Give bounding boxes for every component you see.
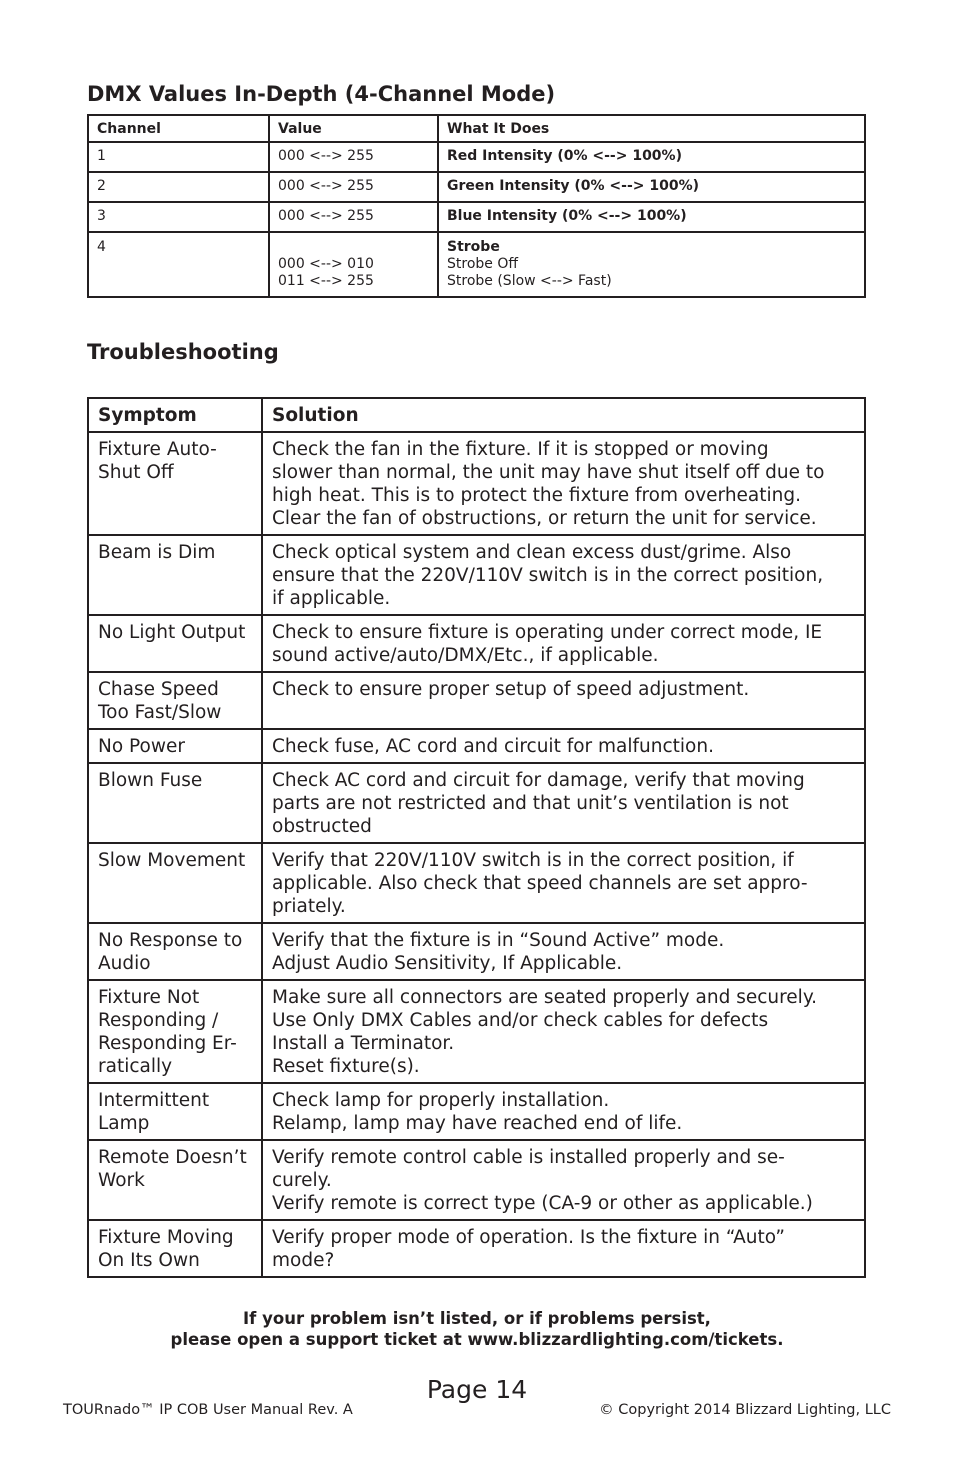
symptom-text: No Power bbox=[98, 736, 185, 757]
table-row bbox=[88, 980, 865, 1083]
table-row bbox=[88, 923, 865, 980]
table-row bbox=[88, 1083, 865, 1140]
solution-text: Make sure all connectors are seated properly and securely. bbox=[272, 987, 818, 1008]
table-row bbox=[88, 432, 865, 535]
solution-text: Verify that 220V/110V switch is in the correct position, if bbox=[272, 850, 794, 871]
solution-text: slower than normal, the unit may have shut itself off due to bbox=[272, 462, 825, 483]
symptom-text: Fixture Auto- bbox=[98, 439, 217, 460]
dmx-channel-cell: 2 bbox=[88, 172, 269, 202]
symptom-text: Responding / bbox=[98, 1010, 219, 1031]
solution-text: Use Only DMX Cables and/or check cables for defects bbox=[272, 1010, 769, 1031]
solution-text: if applicable. bbox=[272, 588, 391, 609]
solution-text: Verify remote control cable is installed properly and se- bbox=[272, 1147, 785, 1168]
solution-text: high heat. This is to protect the fixture from overheating. bbox=[272, 485, 802, 506]
symptom-cell bbox=[88, 615, 262, 672]
strobe-desc-range: Strobe (Slow <--> Fast) bbox=[447, 273, 612, 289]
solution-cell bbox=[262, 432, 865, 535]
symptom-cell bbox=[88, 729, 262, 763]
symptom-cell bbox=[88, 432, 262, 535]
symptom-text: Intermittent bbox=[98, 1090, 210, 1111]
solution-text: sound active/auto/DMX/Etc., if applicable. bbox=[272, 645, 659, 666]
solution-cell bbox=[262, 615, 865, 672]
solution-cell bbox=[262, 729, 865, 763]
symptom-text: Lamp bbox=[98, 1113, 150, 1134]
solution-cell bbox=[262, 1083, 865, 1140]
dmx-header-value: Value bbox=[269, 115, 438, 142]
symptom-text: Slow Movement bbox=[98, 850, 246, 871]
symptom-cell bbox=[88, 763, 262, 843]
dmx-header-channel: Channel bbox=[88, 115, 269, 142]
solution-text: curely. bbox=[272, 1170, 332, 1191]
solution-text: parts are not restricted and that unit’s ventilation is not bbox=[272, 793, 789, 814]
dmx-description-cell: Red Intensity (0% <--> 100%) bbox=[438, 142, 865, 172]
solution-cell bbox=[262, 535, 865, 615]
table-row bbox=[88, 1220, 865, 1277]
dmx-channel-cell: 1 bbox=[88, 142, 269, 172]
symptom-text: Blown Fuse bbox=[98, 770, 203, 791]
table-row bbox=[88, 615, 865, 672]
symptom-text: Responding Er- bbox=[98, 1033, 237, 1054]
solution-text: Check AC cord and circuit for damage, verify that moving bbox=[272, 770, 805, 791]
table-row bbox=[88, 535, 865, 615]
support-notice bbox=[0, 1308, 954, 1350]
symptom-cell bbox=[88, 923, 262, 980]
symptom-text: No Response to bbox=[98, 930, 243, 951]
dmx-description-cell: Blue Intensity (0% <--> 100%) bbox=[438, 202, 865, 232]
dmx-channel-cell: 4 bbox=[88, 232, 269, 297]
solution-text: Reset fixture(s). bbox=[272, 1056, 420, 1077]
troubleshooting-body bbox=[88, 432, 865, 1277]
dmx-value-cell bbox=[269, 232, 438, 297]
solution-text: mode? bbox=[272, 1250, 335, 1271]
solution-text: Verify that the fixture is in “Sound Active” mode. bbox=[272, 930, 725, 951]
solution-text: Adjust Audio Sensitivity, If Applicable. bbox=[272, 953, 623, 974]
strobe-value-range: 011 <--> 255 bbox=[278, 273, 374, 289]
solution-text: Check the fan in the fixture. If it is stopped or moving bbox=[272, 439, 769, 460]
solution-text: applicable. Also check that speed channels are set appro- bbox=[272, 873, 808, 894]
symptom-cell bbox=[88, 1220, 262, 1277]
solution-text: Check to ensure proper setup of speed adjustment. bbox=[272, 679, 750, 700]
support-line-1: If your problem isn’t listed, or if problems persist, bbox=[243, 1309, 711, 1328]
solution-cell bbox=[262, 763, 865, 843]
troubleshooting-section-title: Troubleshooting bbox=[87, 340, 279, 364]
solution-text: ensure that the 220V/110V switch is in the correct position, bbox=[272, 565, 824, 586]
footer-copyright: © Copyright 2014 Blizzard Lighting, LLC bbox=[599, 1402, 891, 1418]
solution-text: Check to ensure fixture is operating under correct mode, IE bbox=[272, 622, 823, 643]
solution-text: Install a Terminator. bbox=[272, 1033, 455, 1054]
solution-text: priately. bbox=[272, 896, 346, 917]
solution-text: Verify remote is correct type (CA-9 or other as applicable.) bbox=[272, 1193, 813, 1214]
symptom-cell bbox=[88, 843, 262, 923]
strobe-desc-off: Strobe Off bbox=[447, 256, 519, 272]
symptom-text: Audio bbox=[98, 953, 151, 974]
footer-manual-title: TOURnado™ IP COB User Manual Rev. A bbox=[63, 1402, 353, 1418]
strobe-value-off: 000 <--> 010 bbox=[278, 256, 374, 272]
table-row bbox=[88, 1140, 865, 1220]
dmx-header-what-it-does: What It Does bbox=[438, 115, 865, 142]
symptom-text: Too Fast/Slow bbox=[98, 702, 222, 723]
dmx-value-cell: 000 <--> 255 bbox=[269, 142, 438, 172]
solution-text: Check optical system and clean excess dust/grime. Also bbox=[272, 542, 792, 563]
solution-text: Verify proper mode of operation. Is the fixture in “Auto” bbox=[272, 1227, 785, 1248]
dmx-description-cell bbox=[438, 232, 865, 297]
troubleshooting-header-row bbox=[88, 398, 865, 432]
dmx-values-table bbox=[87, 114, 866, 298]
solution-text: obstructed bbox=[272, 816, 372, 837]
strobe-heading: Strobe bbox=[447, 239, 500, 255]
solution-cell bbox=[262, 672, 865, 729]
table-row bbox=[88, 172, 865, 202]
page-number: Page 14 bbox=[426, 1375, 528, 1404]
dmx-section-title: DMX Values In-Depth (4-Channel Mode) bbox=[87, 82, 556, 106]
solution-cell bbox=[262, 843, 865, 923]
symptom-text: Fixture Moving bbox=[98, 1227, 234, 1248]
table-row bbox=[88, 142, 865, 172]
symptom-text: ratically bbox=[98, 1056, 173, 1077]
symptom-text: Shut Off bbox=[98, 462, 174, 483]
solution-text: Relamp, lamp may have reached end of life. bbox=[272, 1113, 683, 1134]
dmx-header-row bbox=[88, 115, 865, 142]
symptom-text: On Its Own bbox=[98, 1250, 200, 1271]
solution-text: Check lamp for properly installation. bbox=[272, 1090, 610, 1111]
header-symptom: Symptom bbox=[88, 398, 262, 432]
symptom-cell bbox=[88, 980, 262, 1083]
symptom-text: No Light Output bbox=[98, 622, 246, 643]
symptom-cell bbox=[88, 535, 262, 615]
solution-text: Clear the fan of obstructions, or return the unit for service. bbox=[272, 508, 817, 529]
dmx-description-cell: Green Intensity (0% <--> 100%) bbox=[438, 172, 865, 202]
dmx-value-cell: 000 <--> 255 bbox=[269, 172, 438, 202]
dmx-value-cell: 000 <--> 255 bbox=[269, 202, 438, 232]
symptom-cell bbox=[88, 1140, 262, 1220]
table-row bbox=[88, 729, 865, 763]
table-row bbox=[88, 843, 865, 923]
table-row bbox=[88, 672, 865, 729]
troubleshooting-table bbox=[87, 397, 866, 1278]
symptom-text: Work bbox=[98, 1170, 145, 1191]
symptom-text: Chase Speed bbox=[98, 679, 219, 700]
symptom-text: Beam is Dim bbox=[98, 542, 216, 563]
solution-cell bbox=[262, 923, 865, 980]
table-row-strobe bbox=[88, 232, 865, 297]
symptom-text: Fixture Not bbox=[98, 987, 200, 1008]
symptom-cell bbox=[88, 672, 262, 729]
solution-cell bbox=[262, 1140, 865, 1220]
table-row bbox=[88, 763, 865, 843]
dmx-channel-cell: 3 bbox=[88, 202, 269, 232]
solution-cell bbox=[262, 980, 865, 1083]
symptom-cell bbox=[88, 1083, 262, 1140]
solution-cell bbox=[262, 1220, 865, 1277]
support-line-2: please open a support ticket at www.blizzardlighting.com/tickets. bbox=[170, 1330, 784, 1349]
header-solution: Solution bbox=[262, 398, 865, 432]
table-row bbox=[88, 202, 865, 232]
solution-text: Check fuse, AC cord and circuit for malfunction. bbox=[272, 736, 714, 757]
symptom-text: Remote Doesn’t bbox=[98, 1147, 247, 1168]
